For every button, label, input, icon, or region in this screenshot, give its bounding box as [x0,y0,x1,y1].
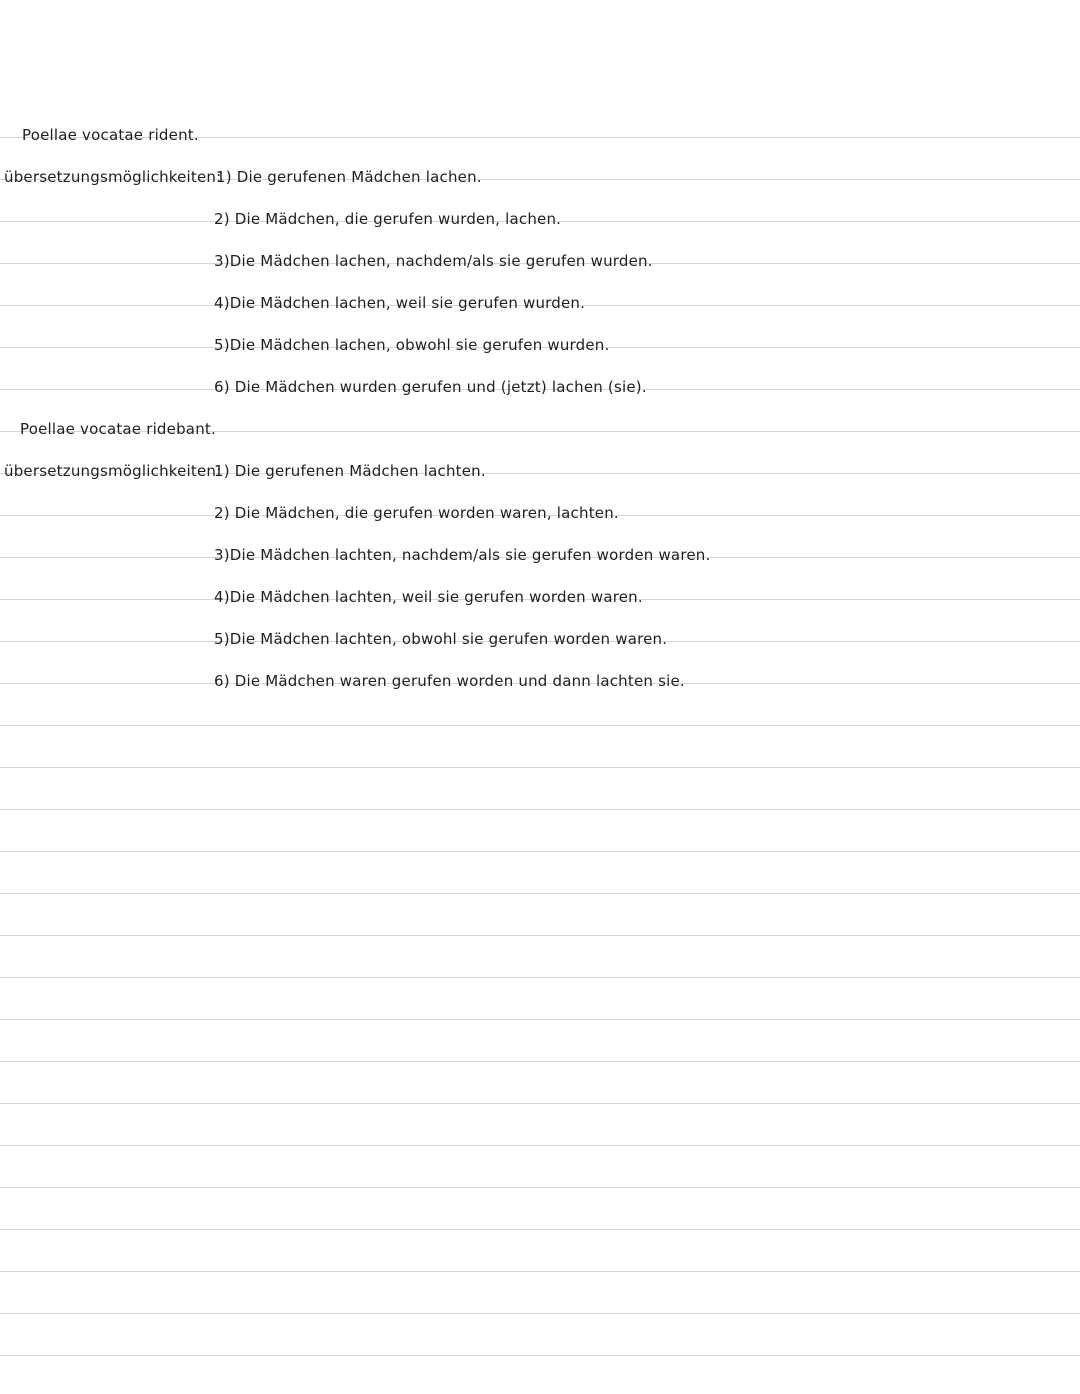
translation-row [0,154,1080,196]
ruled-line [0,1145,1080,1146]
translation-row [0,196,1080,238]
translation-item: 6) Die Mädchen wurden gerufen und (jetzt) lachen (sie). [214,378,647,396]
ruled-line [0,767,1080,768]
translation-item: 5)Die Mädchen lachten, obwohl sie gerufen worden waren. [214,630,668,648]
ruled-line [0,1271,1080,1272]
translation-row [0,616,1080,658]
ruled-line [0,1313,1080,1314]
translation-item: 2) Die Mädchen, die gerufen wurden, lachen. [214,210,562,228]
ruled-line [0,851,1080,852]
translation-row [0,658,1080,700]
ruled-line [0,935,1080,936]
ruled-line [0,1103,1080,1104]
translation-row [0,364,1080,406]
translation-options-label: übersetzungsmöglichkeiten: [4,168,222,186]
translation-item: 6) Die Mädchen waren gerufen worden und dann lachten sie. [214,672,685,690]
ruled-line [0,1229,1080,1230]
translation-row [0,280,1080,322]
translation-item: 4)Die Mädchen lachen, weil sie gerufen wurden. [214,294,586,312]
translation-row [0,322,1080,364]
ruled-line [0,1019,1080,1020]
ruled-line [0,809,1080,810]
translation-item: 1) Die gerufenen Mädchen lachen. [216,168,482,186]
translation-item: 5)Die Mädchen lachen, obwohl sie gerufen wurden. [214,336,610,354]
ruled-line [0,1187,1080,1188]
translation-item: 4)Die Mädchen lachten, weil sie gerufen worden waren. [214,588,643,606]
translation-row [0,574,1080,616]
translation-item: 3)Die Mädchen lachen, nachdem/als sie gerufen wurden. [214,252,653,270]
ruled-line [0,1061,1080,1062]
translation-options-label: übersetzungsmöglichkeiten: [4,462,222,480]
translation-row [0,238,1080,280]
translation-item: 3)Die Mädchen lachten, nachdem/als sie gerufen worden waren. [214,546,711,564]
ruled-line [0,977,1080,978]
ruled-line [0,893,1080,894]
latin-sentence-present: Poellae vocatae rident. [22,126,199,144]
translation-row [0,532,1080,574]
ruled-line [0,725,1080,726]
latin-sentence-past: Poellae vocatae ridebant. [20,420,216,438]
sentence-row [0,112,1080,154]
translation-row [0,448,1080,490]
translation-item: 1) Die gerufenen Mädchen lachten. [214,462,486,480]
sentence-row [0,406,1080,448]
ruled-line [0,1355,1080,1356]
translation-item: 2) Die Mädchen, die gerufen worden waren, lachten. [214,504,619,522]
translation-row [0,490,1080,532]
